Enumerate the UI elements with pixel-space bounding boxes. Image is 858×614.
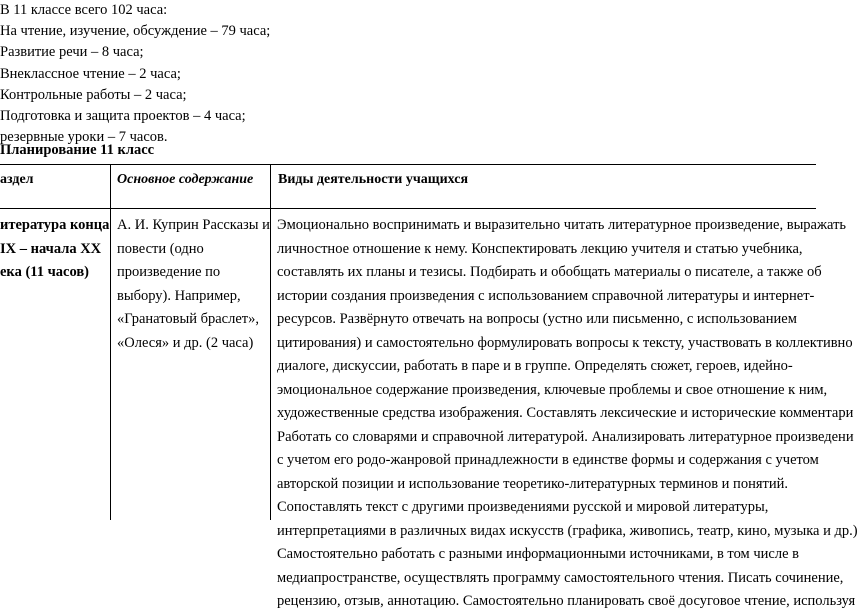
activity-line: медиапространстве, осуществлять программу самостоятельного чтения. Писать сочинение, <box>277 569 844 586</box>
table-cell-section <box>0 214 108 285</box>
intro-block <box>0 0 270 148</box>
content-line: А. И. Куприн Рассказы и <box>117 217 270 233</box>
section-line: ека (11 часов) <box>0 264 90 280</box>
table-header-bottom-border <box>0 208 816 209</box>
activity-line: рецензию, отзыв, аннотацию. Самостоятельно планировать своё досуговое чтение, используя <box>277 593 856 609</box>
table-column-divider <box>110 164 111 520</box>
content-line: повести (одно <box>117 240 204 257</box>
intro-line: В 11 классе всего 102 часа: <box>0 2 168 18</box>
activity-line: цитирования) и самостоятельно формулировать вопросы к тексту, участвовать в коллективно <box>277 334 853 351</box>
content-line: «Олеся» и др. (2 часа) <box>117 334 254 351</box>
intro-line: Внеклассное чтение – 2 часа; <box>0 65 181 82</box>
activity-line: художественные средства изображения. Составлять лексические и исторические комментари <box>277 405 854 421</box>
activity-line: интерпретациями в различных видах искусств (графика, живопись, театр, кино, музыка и др.) <box>277 522 858 539</box>
table-header-section: аздел <box>0 172 34 187</box>
section-line: итература конца <box>0 217 110 233</box>
table-column-divider <box>270 164 271 520</box>
activity-line: с учетом его родо-жанровой принадлежности в единстве формы и содержания с учетом <box>277 452 819 468</box>
activity-line: Эмоционально воспринимать и выразительно читать литературное произведение, выражать <box>277 217 847 233</box>
intro-line: Подготовка и защита проектов – 4 часа; <box>0 107 246 124</box>
intro-line: резервные уроки – 7 часов. <box>0 129 168 146</box>
table-header-activities: Виды деятельности учащихся <box>278 172 469 187</box>
activity-line: эмоциональное содержание произведения, ключевые проблемы и свое отношение к ним, <box>277 381 828 398</box>
content-line: выбору). Например, <box>117 287 241 304</box>
section-line: IX – начала XX <box>0 240 102 257</box>
intro-line: Развитие речи – 8 часа; <box>0 44 144 61</box>
activity-line: Работать со словарями и справочной литературой. Анализировать литературное произведени <box>277 428 854 445</box>
activity-line: ресурсов. Развёрнуто отвечать на вопросы (устно или письменно, с использованием <box>277 311 797 327</box>
activity-line: истории создания произведения с использованием справочной литературы и интернет- <box>277 287 815 304</box>
activity-line: личностное отношение к нему. Конспектировать лекцию учителя и статью учебника, <box>277 240 803 257</box>
activity-line: Самостоятельно работать с разными информационными источниками, в том числе в <box>277 546 799 562</box>
table-top-border <box>0 164 816 165</box>
section-heading: Планирование 11 класс <box>0 142 155 158</box>
activity-line: Сопоставлять текст с другими произведениями русской и мировой литературы, <box>277 499 769 515</box>
table-cell-activities <box>277 214 858 609</box>
activity-line: авторской позиции и использование теоретико-литературных терминов и понятий. <box>277 475 788 492</box>
table-header-content: Основное содержание <box>117 172 254 187</box>
intro-line: На чтение, изучение, обсуждение – 79 часа; <box>0 23 271 40</box>
intro-line: Контрольные работы – 2 часа; <box>0 86 187 103</box>
content-line: «Гранатовый браслет», <box>117 311 259 327</box>
content-line: произведение по <box>117 264 221 280</box>
table-cell-content <box>117 214 269 355</box>
activity-line: составлять их планы и тезисы. Подбирать и обобщать материалы о писателе, а также об <box>277 264 822 280</box>
activity-line: диалоге, дискуссии, работать в паре и в группе. Определять сюжет, героев, идейно- <box>277 358 793 374</box>
